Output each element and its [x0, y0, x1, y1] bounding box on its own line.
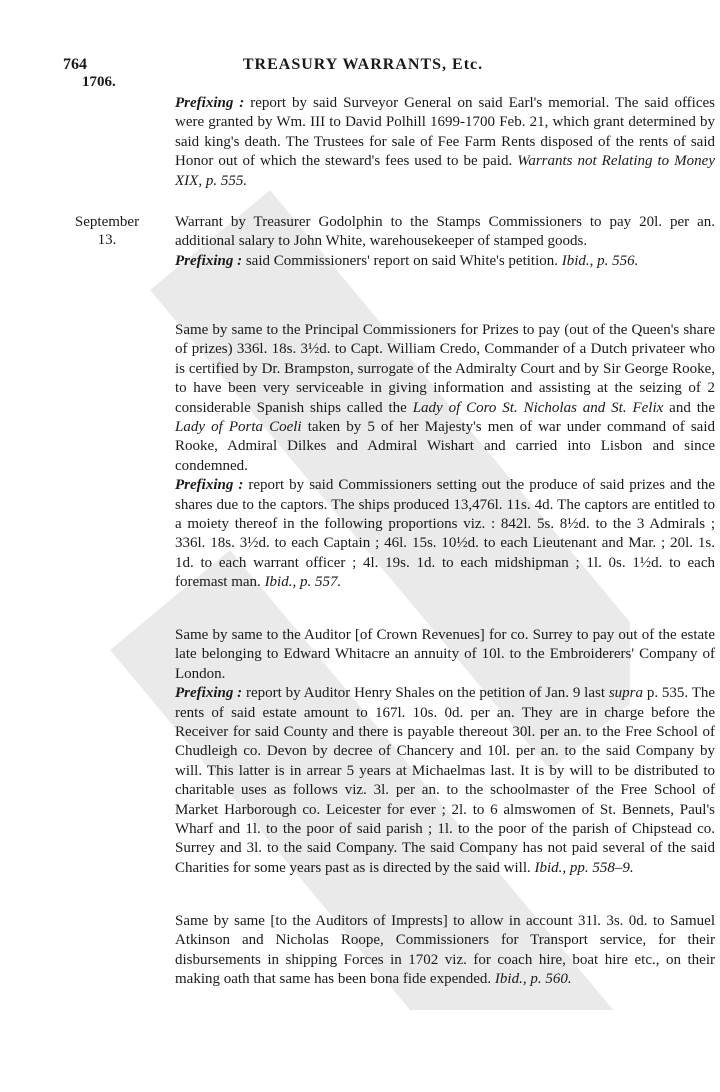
entry-body: Warrant by Treasurer Godolphin to the Stamps Commissioners to pay 20l. per an. additional salary to John White, warehousekeeper of stamped goods.	[175, 214, 715, 250]
year-marker: 1706.	[82, 74, 116, 90]
ship-name: Lady of Coro St. Nicholas and St. Felix	[412, 399, 664, 416]
prefix-label: Prefixing :	[175, 685, 243, 702]
entry-surrey	[175, 626, 715, 878]
reference: Warrants not Relating to Money XIX, p. 555.	[175, 153, 715, 189]
entry-body: Same by same to the Auditor [of Crown Revenues] for co. Surrey to pay out of the estate late belonging to Edward Whitacre an annuity of 10l. to the Embroiderers' Company of London.	[175, 627, 715, 682]
prefix-text: said Commissioners' report on said White's petition.	[245, 252, 559, 269]
entry-warrant-stamps	[175, 213, 715, 271]
watermark	[110, 190, 630, 1010]
prefix-label: Prefixing :	[175, 252, 243, 269]
prefix-text-cont: p. 535. The rents of said estate amount to 167l. 10s. 0d. per an. They are in charge before the Receiver for said County and there is payable thereout 30l. per an. to the Free School of Chudleigh co. Devon by decree of Chancery and 10l. per an. to the said Company by will. This latter is in arrear 5 years at Michaelmas last. It is by will to be distributed to charitable uses as follows viz. 3l. per an. to the schoolmaster of the Free School of Market Harborough co. Leicester for ever ; 2l. to 6 almswomen of St. Bennets, Paul's Wharf and 1l. to the poor of said parish ; 1l. to the poor of the parish of Chipstead co. Surrey and 3l. to the said Company. The said Company has not paid several of the said Charities for some years past as is directed by the said will.	[175, 685, 716, 876]
reference: Ibid., p. 556.	[561, 252, 639, 269]
entry-body-cont: taken by 5 of her Majesty's men of war under command of said Rooke, Admiral Dilkes and Admiral Wishart and carried into Lisbon and since condemned.	[175, 419, 715, 474]
ship-name: Lady of Porta Coeli	[175, 419, 302, 436]
entry-imprests	[175, 912, 715, 990]
reference: Ibid., p. 560.	[494, 971, 572, 988]
page-number: 764	[63, 56, 87, 73]
entry-body: Same by same [to the Auditors of Imprests] to allow in account 31l. 3s. 0d. to Samuel Atkinson and Nicholas Roope, Commissioners for Transport service, for their disbursements in shipping Forces in 1702 viz. for coach hire, boat hire etc., on their making oath that same has been bona fide expended.	[175, 913, 715, 988]
margin-day: 13.	[97, 232, 117, 248]
prefix-label: Prefixing :	[175, 477, 244, 494]
prefix-label: Prefixing :	[175, 95, 245, 111]
entry-prizes	[175, 321, 715, 593]
entry-continuation	[175, 94, 715, 191]
running-title: TREASURY WARRANTS, Etc.	[242, 56, 484, 73]
supra-word: supra	[608, 685, 644, 702]
prefix-text: report by said Surveyor General on said Earl's memorial. The said offices were granted by Wm. III to David Polhill 1699-1700 Feb. 21, which grant determined by said king's death. The Trustees for sale of Fee Farm Rents disposed of the rents of said Honor out of which the steward's fees used to be paid.	[175, 95, 715, 170]
margin-date	[62, 213, 152, 249]
entry-body: Same by same to the Principal Commissioners for Prizes to pay (out of the Queen's share of prizes) 336l. 18s. 3½d. to Capt. William Credo, Commander of a Dutch privateer who is certified by Dr. Brampston, surrogate of the Admiralty Court and by Sir George Rooke, to have been very serviceable in giving information and assisting at the seizing of 2 considerable Spanish ships called the	[175, 322, 715, 416]
entry-body-cont: and the	[669, 399, 716, 416]
reference: Ibid., p. 557.	[264, 574, 342, 591]
page-header	[63, 56, 663, 78]
prefix-text: report by said Commissioners setting out the produce of said prizes and the shares due to the captors. The ships produced 13,476l. 11s. 4d. The captors are entitled to a moiety thereof in the following proportions viz. : 842l. 5s. 8½d. to the 3 Admirals ; 336l. 18s. 3½d. to each Captain ; 46l. 15s. 10½d. to each Lieutenant and Mar. ; 20l. 1s. 1d. to each warrant officer ; 4l. 19s. 1d. to each midshipman ; 1l. 0s. 1½d. to each foremast man.	[175, 477, 716, 591]
prefix-text: report by Auditor Henry Shales on the petition of Jan. 9 last	[245, 685, 605, 702]
reference: Ibid., pp. 558–9.	[534, 859, 634, 876]
margin-month: September	[74, 214, 140, 230]
